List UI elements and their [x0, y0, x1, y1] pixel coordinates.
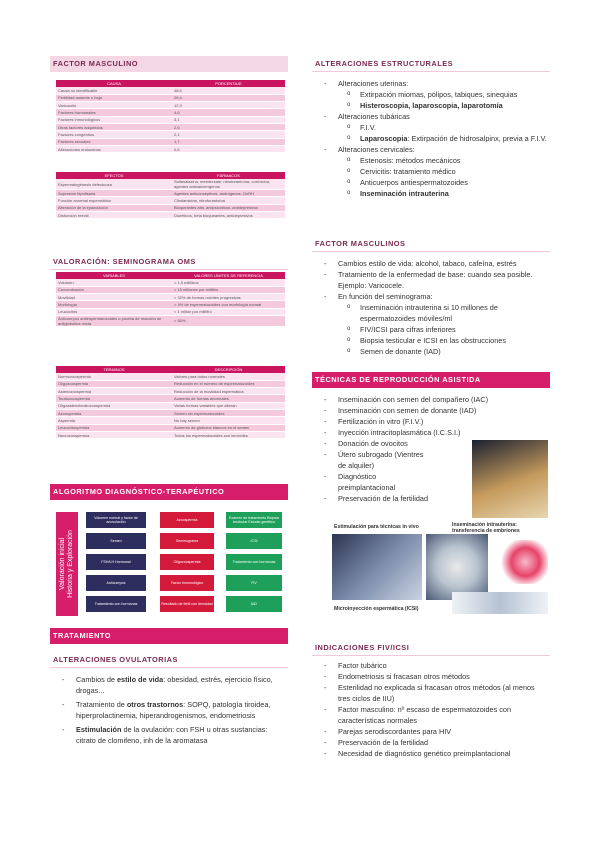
sub-item: o Laparoscopia: Extirpación de hidrosalpinx, previa a F.I.V.: [320, 133, 548, 144]
table-cell: Teratozoospermia: [56, 395, 172, 402]
sub-item: o Estenosis: métodos mecánicos: [320, 155, 548, 166]
table-header: PORCENTAJE: [172, 80, 285, 87]
table-row: [56, 409, 285, 416]
list-item: - Preservación de la fertilidad: [320, 493, 432, 504]
algorithm-box: Resultado de fértil con densidad: [160, 596, 214, 612]
algorithm-box: ICSI: [226, 533, 282, 549]
algorithm-box: Oligozoospermia: [160, 554, 214, 570]
table-row: [56, 190, 285, 197]
table-row: [56, 123, 285, 130]
table-cell: > 32% de formas móviles progresivas: [172, 294, 285, 301]
test-tubes-image: [452, 592, 548, 614]
table-cell: Factores hormonales: [56, 109, 172, 116]
algorithm-box: FIV: [226, 575, 282, 591]
indicaciones-list: [320, 660, 548, 759]
sub-item: o FIV/ICSI para cifras inferiores: [320, 324, 548, 335]
table-cell: Varias formas variables que alteran: [172, 402, 285, 409]
table-cell: > 4% de espermatozoides con morfología normal: [172, 301, 285, 308]
table-row: [56, 179, 285, 190]
list-item: - Parejas serodiscordantes para HIV: [320, 726, 548, 737]
masculinos-heading: FACTOR MASCULINOS: [312, 236, 550, 252]
table-cell: Bloqueantes alfa, antipsicóticos, antidepresivos: [172, 204, 285, 211]
side-label-line-2: Historia y Exploración: [67, 530, 75, 598]
table-row: [56, 204, 285, 211]
embryo-transfer-image: [472, 440, 548, 518]
table-row: [56, 145, 285, 152]
table-cell: Clindamicina, nitrofurantoína: [172, 197, 285, 204]
list-item: - Inseminación con semen de donante (IAD): [320, 405, 548, 416]
table-cell: < 50%: [172, 315, 285, 326]
list-item: - Alteraciones tubáricas: [320, 111, 548, 122]
table-header: FÁRMACOS: [172, 172, 285, 179]
table-row: [56, 131, 285, 138]
drug-effects-table: [56, 172, 285, 219]
caption-insemination: Inseminación intrauterina: transferencia de embriones: [452, 522, 520, 535]
masculinos-list: [320, 258, 548, 357]
list-item: - Inyección intracitoplasmática (I.C.S.I.): [320, 427, 548, 438]
table-cell: Concentración: [56, 286, 172, 293]
embryo-image: [498, 540, 548, 584]
algorithm-box: Seminograma: [160, 533, 214, 549]
list-item: - Esterilidad no explicada si fracasan otros métodos (al menos tres ciclos de IIU): [320, 682, 548, 704]
caption-stimulation: Estimulación para técnicas in vivo: [334, 524, 419, 530]
list-item: - Donación de ovocitos: [320, 438, 432, 449]
sub-item: o Biopsia testicular e ICSI en las obstrucciones: [320, 335, 548, 346]
causes-table: [56, 80, 285, 153]
table-cell: Semen sin espermatozoides: [172, 409, 285, 416]
algorithm-box: Volumen normal y factor de anovulación: [86, 512, 146, 528]
table-row: [56, 102, 285, 109]
table-cell: No hay semen: [172, 417, 285, 424]
table-cell: Oligozoospermia: [56, 380, 172, 387]
list-item: - Diagnóstico preimplantacional: [320, 471, 432, 493]
ovulatorias-list: [58, 674, 282, 746]
list-item: - Preservación de la fertilidad: [320, 737, 548, 748]
table-cell: Todos los espermatozoides son inmóviles: [172, 431, 285, 438]
table-row: [56, 138, 285, 145]
table-cell: Alteraciones endocrinas: [56, 145, 172, 152]
stimulation-image: [332, 534, 422, 600]
list-item: - Factor masculino: nº escaso de espermatozoides con características normales: [320, 704, 548, 726]
algorithm-box: Examen de tratamiento Biopsia testicular Estudio genético: [226, 512, 282, 528]
algorithm-box: IAD: [226, 596, 282, 612]
sub-item: o Anticuerpos antiespermatozoides: [320, 177, 548, 188]
table-cell: Reducción en el número de espermatozoides: [172, 380, 285, 387]
algorithm-side-label: [56, 512, 78, 616]
table-cell: Oligoastenoteratozoospermia: [56, 402, 172, 409]
table-row: [56, 308, 285, 315]
table-row: [56, 417, 285, 424]
algoritmo-heading: ALGORITMO DIAGNÓSTICO-TERAPÉUTICO: [50, 484, 288, 500]
indicaciones-heading: INDICACIONES FIV/ICSI: [312, 640, 550, 656]
sub-item: o Cervicitis: tratamiento médico: [320, 166, 548, 177]
ovulatorias-heading: ALTERACIONES OVULATORIAS: [50, 652, 288, 668]
table-cell: Supresión hipofisaria: [56, 190, 172, 197]
table-cell: Anticuerpos antiespermatozoides o prueba de reacción de antiglobulina mixta: [56, 315, 172, 326]
list-item: - Alteraciones cervicales:: [320, 144, 548, 155]
table-row: [56, 395, 285, 402]
list-item: - Endometriosis si fracasan otros métodos: [320, 671, 548, 682]
table-row: [56, 87, 285, 94]
table-cell: Diuréticos, beta bloqueantes, antidepresivos: [172, 211, 285, 218]
table-row: [56, 197, 285, 204]
table-cell: 4,6: [172, 109, 285, 116]
table-cell: Aumento de formas anormales: [172, 395, 285, 402]
table-header: TÉRMINOS: [56, 366, 172, 373]
sub-item: o Inseminación intrauterina: [320, 188, 548, 199]
table-cell: 0,6: [172, 145, 285, 152]
algorithm-box: Tratamiento con hormonas: [226, 554, 282, 570]
estructurales-heading: ALTERACIONES ESTRUCTURALES: [312, 56, 550, 72]
icsi-image: [426, 534, 488, 600]
algorithm-box: Anticuerpos: [86, 575, 146, 591]
algorithm-diagram: [56, 508, 285, 616]
table-cell: Alteración de la eyaculación: [56, 204, 172, 211]
list-item: - Tratamiento de la enfermedad de base: cuando sea posible. Ejemplo: Varicocele.: [320, 269, 548, 291]
list-item: - Fertilización in vitro (F.I.V.): [320, 416, 548, 427]
table-cell: Factores sexuales: [56, 138, 172, 145]
table-cell: Causa no identificable: [56, 87, 172, 94]
algorithm-box: Tratamiento con hormonas: [86, 596, 146, 612]
table-cell: 1,7: [172, 138, 285, 145]
table-header: EFECTOS: [56, 172, 172, 179]
semen-terms-table: [56, 366, 285, 439]
table-row: [56, 286, 285, 293]
algorithm-box: Azoospermia: [160, 512, 214, 528]
table-cell: Normozoospermia: [56, 373, 172, 380]
table-row: [56, 380, 285, 387]
table-header: VALORES LÍMITES DE REFERENCIA: [172, 272, 285, 279]
table-row: [56, 315, 285, 326]
list-item: - Tratamiento de otros trastornos: SOPQ, patología tiroidea, hiperprolactinemia, hiperandrogenismos, endometriosis: [58, 699, 282, 721]
table-header: CAUSA: [56, 80, 172, 87]
table-row: [56, 424, 285, 431]
table-row: [56, 294, 285, 301]
table-cell: Aumento de glóbulos blancos en el semen: [172, 424, 285, 431]
list-item: - En función del seminograma:: [320, 291, 548, 302]
table-cell: 26,4: [172, 94, 285, 101]
tratamiento-heading: TRATAMIENTO: [50, 628, 288, 644]
algorithm-box: Factor Inmunológico: [160, 575, 214, 591]
sub-item: o Extirpación miomas, pólipos, tabiques, sinequias: [320, 89, 548, 100]
tecnicas-list: [320, 394, 489, 504]
list-item: - Alteraciones uterinas:: [320, 78, 548, 89]
table-cell: 3,1: [172, 116, 285, 123]
table-cell: > 15 millones por mililitro: [172, 286, 285, 293]
semen-reference-table: [56, 272, 285, 327]
table-row: [56, 279, 285, 286]
caption-icsi: Microinyección espermática (ICSI): [334, 606, 419, 612]
table-cell: > 1,5 mililitros: [172, 279, 285, 286]
list-item: - Necesidad de diagnóstico genético preimplantacional: [320, 748, 548, 759]
table-cell: Fertilidad ausente o baja: [56, 94, 172, 101]
table-row: [56, 402, 285, 409]
table-cell: Volumen: [56, 279, 172, 286]
algorithm-box: Semen: [86, 533, 146, 549]
table-cell: Otras factores adquiridos: [56, 123, 172, 130]
table-cell: Factores congénitos: [56, 131, 172, 138]
table-row: [56, 94, 285, 101]
list-item: - Cambios de estilo de vida: obesidad, estrés, ejercicio físico, drogas...: [58, 674, 282, 696]
factor-masculino-heading: FACTOR MASCULINO: [50, 56, 288, 72]
table-row: [56, 388, 285, 395]
table-cell: 12,3: [172, 102, 285, 109]
table-row: [56, 431, 285, 438]
table-cell: 2,6: [172, 123, 285, 130]
list-item: - Estimulación de la ovulación: con FSH u otras sustancias: citrato de clomifeno, inh de la aromatasa: [58, 724, 282, 746]
table-cell: Función anormal espermática: [56, 197, 172, 204]
list-item: - Inseminación con semen del compañero (IAC): [320, 394, 548, 405]
side-label-line-1: Valoración inicial: [59, 537, 67, 591]
table-cell: Agentes anticonceptivos, andrógenos, GnRH: [172, 190, 285, 197]
table-cell: Reducción de la movilidad espermática: [172, 388, 285, 395]
table-cell: < 1 millón por mililitro: [172, 308, 285, 315]
sub-item: o F.I.V.: [320, 122, 548, 133]
table-cell: Disfunción eréctil: [56, 211, 172, 218]
list-item: - Útero subrogado (Vientres de alquiler): [320, 449, 432, 471]
table-cell: Azoospermia: [56, 409, 172, 416]
table-header: DESCRIPCIÓN: [172, 366, 285, 373]
sub-item: o Semen de donante (IAD): [320, 346, 548, 357]
table-row: [56, 373, 285, 380]
table-cell: Espermatogénesis defectuosa: [56, 179, 172, 190]
table-cell: 48,5: [172, 87, 285, 94]
table-row: [56, 301, 285, 308]
table-cell: Leucocitos: [56, 308, 172, 315]
table-cell: Valores para todos normales: [172, 373, 285, 380]
table-header: VARIABLES: [56, 272, 172, 279]
table-cell: Leucocitospermia: [56, 424, 172, 431]
estructurales-list: [320, 78, 548, 199]
list-item: - Factor tubárico: [320, 660, 548, 671]
table-row: [56, 109, 285, 116]
table-row: [56, 116, 285, 123]
tecnicas-heading: TÉCNICAS DE REPRODUCCIÓN ASISTIDA: [312, 372, 550, 388]
table-row: [56, 211, 285, 218]
table-cell: Aspermia: [56, 417, 172, 424]
table-cell: Astenozoospermia: [56, 388, 172, 395]
table-cell: Necrozoospermia: [56, 431, 172, 438]
table-cell: 2,1: [172, 131, 285, 138]
table-cell: Movilidad: [56, 294, 172, 301]
sub-item: o Inseminación intrauterina si 10 millones de espermatozoides móviles/ml: [320, 302, 548, 324]
seminograma-heading: VALORACIÓN: SEMINOGRAMA OMS: [50, 254, 288, 270]
table-cell: Varicocele: [56, 102, 172, 109]
list-item: - Cambios estilo de vida: alcohol, tabaco, cafeína, estrés: [320, 258, 548, 269]
sub-item: o Histeroscopia, laparoscopia, laparotomía: [320, 100, 548, 111]
table-cell: Morfología: [56, 301, 172, 308]
table-cell: Sulfasalazina, metotrexate, nitrofurantoína, colchicina, agentes anticancerígenos: [172, 179, 285, 190]
algorithm-box: FSH/LH Hormonal: [86, 554, 146, 570]
table-cell: Factores inmunológicos: [56, 116, 172, 123]
